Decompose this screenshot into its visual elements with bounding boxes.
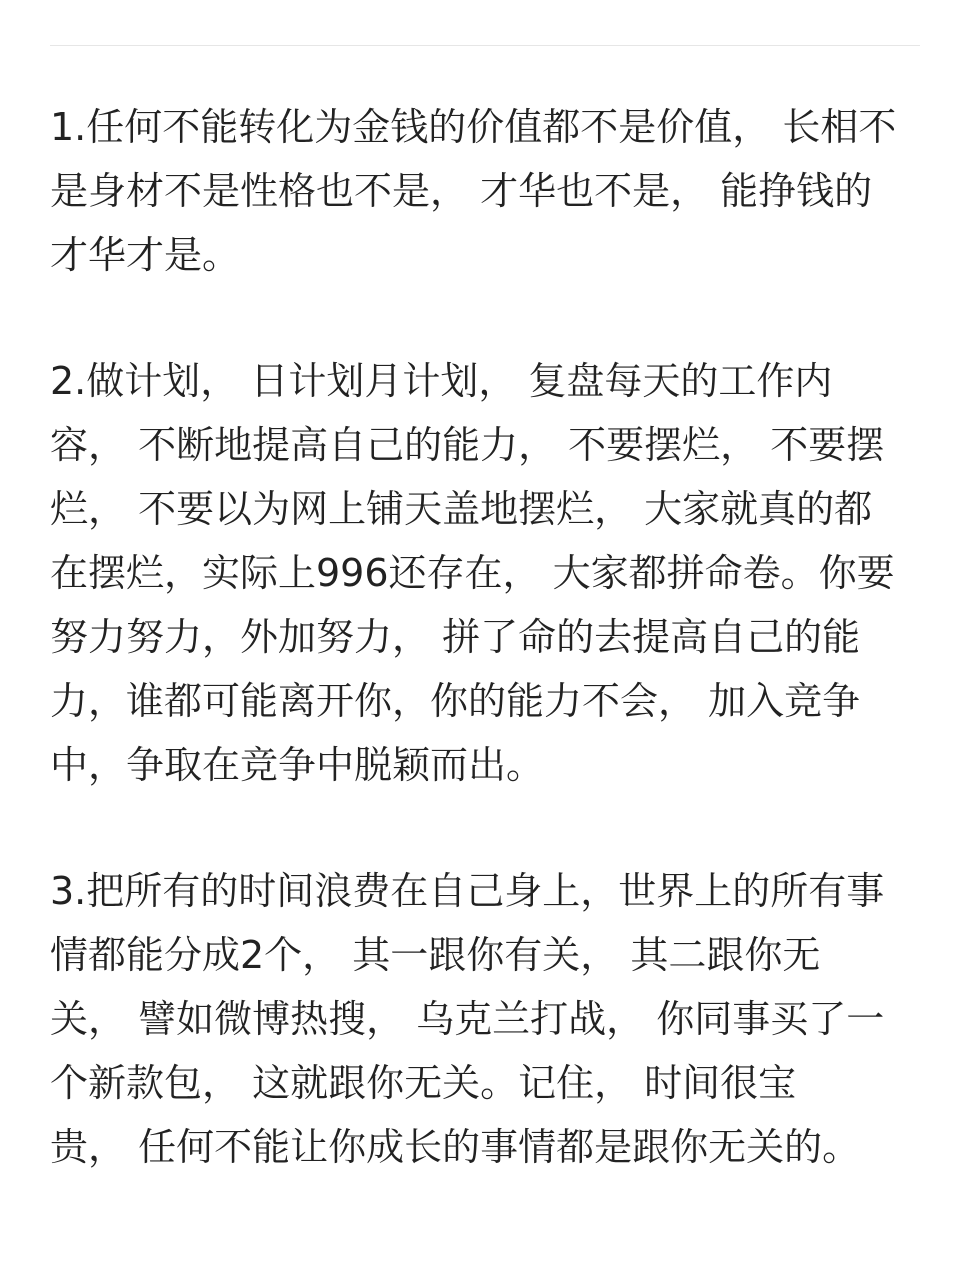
text-line: 才华才是。 bbox=[50, 233, 241, 277]
text-line: 在摆烂，实际上996还存在， 大家都拼命卷。你要 bbox=[50, 551, 895, 595]
text-line: 努力努力，外加努力， 拼了命的去提高自己的能 bbox=[50, 615, 861, 659]
text-line: 烂， 不要以为网上铺天盖地摆烂， 大家就真的都 bbox=[50, 487, 873, 531]
text-line: 1.任何不能转化为金钱的价值都不是价值， 长相不 bbox=[50, 105, 897, 149]
text-line: 情都能分成2个， 其一跟你有关， 其二跟你无 bbox=[50, 933, 821, 977]
text-line: 中，争取在竞争中脱颖而出。 bbox=[50, 743, 545, 787]
top-divider bbox=[50, 45, 920, 46]
text-line: 2.做计划， 日计划月计划， 复盘每天的工作内 bbox=[50, 359, 833, 403]
text-line: 容， 不断地提高自己的能力， 不要摆烂， 不要摆 bbox=[50, 423, 885, 467]
text-line: 是身材不是性格也不是， 才华也不是， 能挣钱的 bbox=[50, 169, 873, 213]
text-line: 贵， 任何不能让你成长的事情都是跟你无关的。 bbox=[50, 1125, 861, 1169]
text-line: 个新款包， 这就跟你无关。记住， 时间很宝 bbox=[50, 1061, 797, 1105]
paragraph-2 bbox=[50, 349, 920, 797]
article-body bbox=[50, 95, 920, 1179]
paragraph-1 bbox=[50, 95, 920, 287]
text-line: 关， 譬如微博热搜， 乌克兰打战， 你同事买了一 bbox=[50, 997, 885, 1041]
text-line: 3.把所有的时间浪费在自己身上，世界上的所有事 bbox=[50, 869, 885, 913]
text-line: 力，谁都可能离开你，你的能力不会， 加入竞争 bbox=[50, 679, 861, 723]
paragraph-3 bbox=[50, 859, 920, 1179]
